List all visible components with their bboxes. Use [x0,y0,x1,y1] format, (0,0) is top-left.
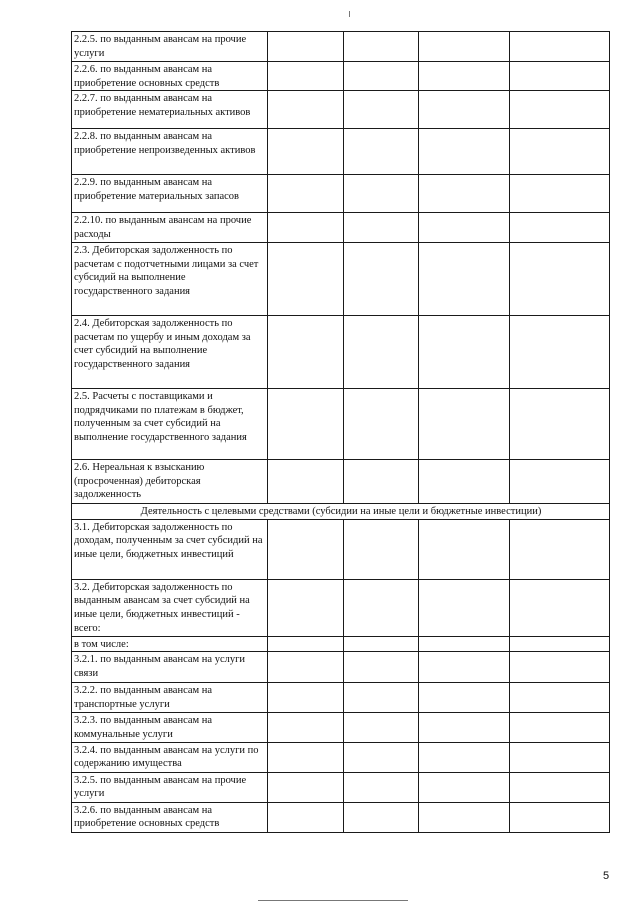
value-cell [510,713,610,742]
value-cell [419,316,510,389]
table-row [72,213,610,243]
value-cell [510,316,610,389]
section-heading: Деятельность с целевыми средствами (субсидии на иные цели и бюджетные инвестиции) [72,504,610,520]
value-cell [510,389,610,460]
value-cell [344,32,419,62]
row-label: 3.1. Дебиторская задолженность по доходам, полученным за счет субсидий на иные цели, бюджетных инвестиций [72,519,268,579]
scan-mark [258,900,408,901]
value-cell [268,652,344,683]
table-row [72,316,610,389]
value-cell [344,129,419,175]
value-cell [510,683,610,713]
report-table [71,31,610,833]
table-row [72,460,610,504]
table-row [72,62,610,91]
row-label: 3.2.4. по выданным авансам на услуги по содержанию имущества [72,742,268,772]
value-cell [419,683,510,713]
value-cell [344,519,419,579]
value-cell [419,519,510,579]
row-label: 2.6. Нереальная к взысканию (просроченная) дебиторская задолженность [72,460,268,504]
row-label: 3.2.2. по выданным авансам на транспортные услуги [72,683,268,713]
value-cell [419,742,510,772]
value-cell [268,802,344,832]
value-cell [419,129,510,175]
value-cell [510,519,610,579]
value-cell [419,652,510,683]
value-cell [344,389,419,460]
value-cell [510,802,610,832]
value-cell [510,32,610,62]
row-label: в том числе: [72,636,268,652]
value-cell [268,32,344,62]
value-cell [510,772,610,802]
value-cell [268,213,344,243]
row-label: 2.2.5. по выданным авансам на прочие услуги [72,32,268,62]
value-cell [344,713,419,742]
value-cell [268,713,344,742]
value-cell [268,389,344,460]
table-row [72,32,610,62]
value-cell [419,636,510,652]
value-cell [344,460,419,504]
value-cell [268,636,344,652]
value-cell [268,91,344,129]
value-cell [419,713,510,742]
value-cell [510,129,610,175]
value-cell [419,389,510,460]
value-cell [268,683,344,713]
value-cell [344,316,419,389]
value-cell [344,91,419,129]
table-row [72,652,610,683]
value-cell [510,742,610,772]
table-row [72,519,610,579]
value-cell [510,175,610,213]
table-row [72,579,610,636]
value-cell [268,316,344,389]
row-label: 3.2.5. по выданным авансам на прочие услуги [72,772,268,802]
table-row [72,713,610,742]
table-row [72,175,610,213]
value-cell [344,579,419,636]
value-cell [344,772,419,802]
value-cell [510,636,610,652]
table-row [72,91,610,129]
value-cell [419,460,510,504]
value-cell [268,175,344,213]
value-cell [344,742,419,772]
row-label: 3.2. Дебиторская задолженность по выданным авансам за счет субсидий на иные цели, бюджетных инвестиций - всего: [72,579,268,636]
value-cell [510,243,610,316]
value-cell [344,683,419,713]
value-cell [268,519,344,579]
value-cell [419,32,510,62]
value-cell [268,62,344,91]
row-label: 3.2.3. по выданным авансам на коммунальные услуги [72,713,268,742]
row-label: 2.5. Расчеты с поставщиками и подрядчиками по платежам в бюджет, полученным за счет субсидий на выполнение государственного задания [72,389,268,460]
value-cell [419,579,510,636]
value-cell [344,213,419,243]
value-cell [419,802,510,832]
page-number: 5 [603,870,610,882]
value-cell [510,460,610,504]
value-cell [419,213,510,243]
value-cell [510,213,610,243]
value-cell [344,62,419,91]
value-cell [268,742,344,772]
table-row [72,243,610,316]
value-cell [268,579,344,636]
value-cell [419,243,510,316]
value-cell [419,91,510,129]
value-cell [344,243,419,316]
table-row [72,389,610,460]
value-cell [268,460,344,504]
value-cell [419,175,510,213]
table-row [72,129,610,175]
table-row [72,772,610,802]
value-cell [510,652,610,683]
row-label: 2.3. Дебиторская задолженность по расчетам с подотчетными лицами за счет субсидий на выполнение государственного задания [72,243,268,316]
value-cell [510,579,610,636]
row-label: 3.2.6. по выданным авансам на приобретение основных средств [72,802,268,832]
table-row [72,742,610,772]
value-cell [268,243,344,316]
value-cell [419,772,510,802]
section-row [72,504,610,520]
scan-mark [349,11,350,17]
value-cell [268,772,344,802]
value-cell [344,175,419,213]
value-cell [344,652,419,683]
row-label: 2.2.8. по выданным авансам на приобретение непроизведенных активов [72,129,268,175]
row-label: 2.2.6. по выданным авансам на приобретение основных средств [72,62,268,91]
value-cell [510,91,610,129]
value-cell [344,636,419,652]
table-row [72,683,610,713]
value-cell [268,129,344,175]
value-cell [510,62,610,91]
value-cell [344,802,419,832]
table-row [72,802,610,832]
value-cell [419,62,510,91]
row-label: 2.2.10. по выданным авансам на прочие расходы [72,213,268,243]
row-label: 2.4. Дебиторская задолженность по расчетам по ущербу и иным доходам за счет субсидий на выполнение государственного задания [72,316,268,389]
table-row [72,636,610,652]
row-label: 2.2.9. по выданным авансам на приобретение материальных запасов [72,175,268,213]
row-label: 2.2.7. по выданным авансам на приобретение нематериальных активов [72,91,268,129]
row-label: 3.2.1. по выданным авансам на услуги связи [72,652,268,683]
